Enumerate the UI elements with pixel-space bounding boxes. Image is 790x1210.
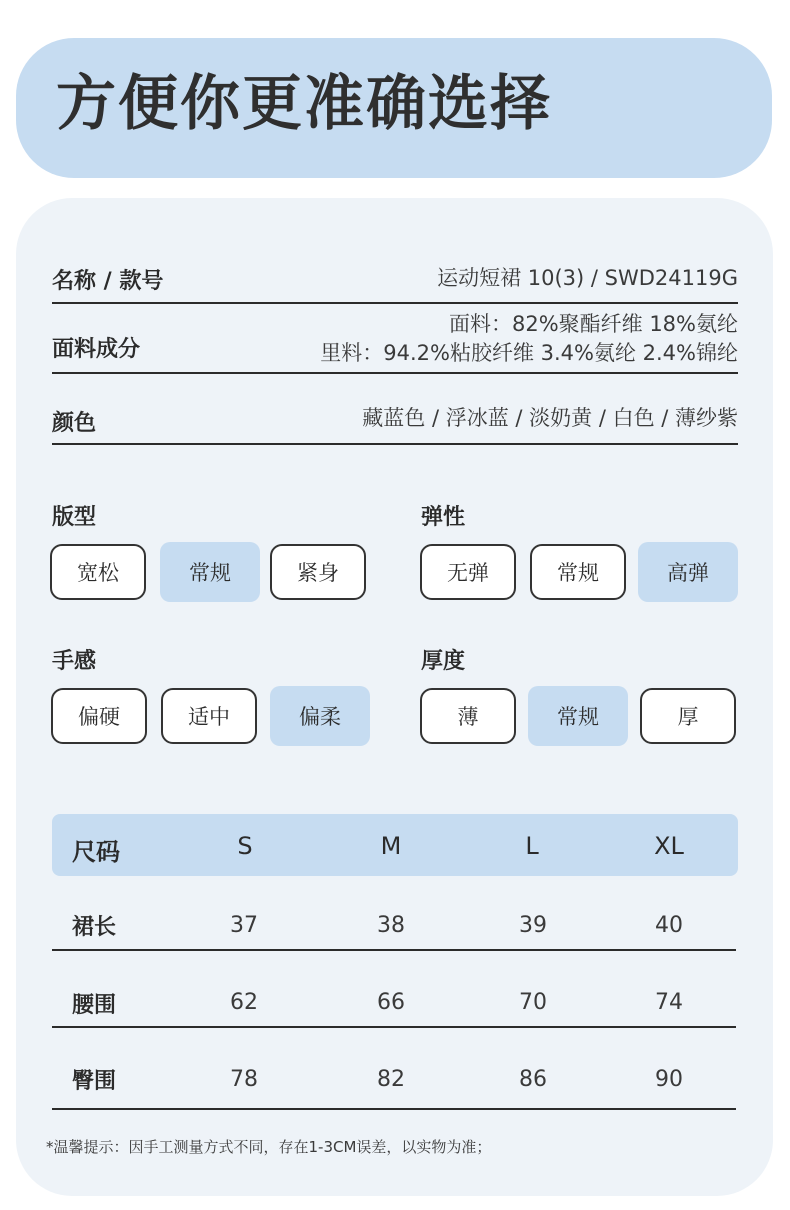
size-header-l: L [525,832,539,860]
fit-option-loose[interactable]: 宽松 [50,544,146,600]
name-label: 名称 / 款号 [52,269,164,294]
feel-option-soft[interactable]: 偏柔 [270,686,370,746]
fabric-label: 面料成分 [52,337,141,362]
row-label-hip: 臀围 [72,1069,117,1094]
table-row [52,1050,736,1110]
size-header-xl: XL [654,832,684,860]
color-value: 藏蓝色 / 浮冰蓝 / 淡奶黄 / 白色 / 薄纱紫 [362,406,738,430]
elasticity-title: 弹性 [421,505,466,530]
elasticity-option-high[interactable]: 高弹 [638,542,738,602]
fabric-lining-line: 里料：94.2%粘胶纤维 3.4%氨纶 2.4%锦纶 [320,341,738,365]
info-row-color [52,398,738,445]
table-cell: 38 [377,913,405,938]
color-label: 颜色 [52,411,97,436]
thickness-option-regular[interactable]: 常规 [528,686,628,746]
page-title: 方便你更准确选择 [56,69,552,139]
feel-option-medium[interactable]: 适中 [161,688,257,744]
table-cell: 66 [377,990,405,1015]
table-row [52,896,736,951]
thickness-option-thin[interactable]: 薄 [420,688,516,744]
table-cell: 40 [655,913,683,938]
fit-title: 版型 [52,505,97,530]
thickness-option-thick[interactable]: 厚 [640,688,736,744]
info-row-fabric [52,308,738,374]
table-cell: 62 [230,990,258,1015]
table-row [52,974,736,1028]
size-header-label: 尺码 [72,838,120,866]
row-label-length: 裙长 [72,915,117,940]
fabric-value [320,310,738,368]
row-label-waist: 腰围 [72,993,117,1018]
table-cell: 82 [377,1067,405,1092]
feel-option-firm[interactable]: 偏硬 [51,688,147,744]
table-cell: 86 [519,1067,547,1092]
elasticity-option-none[interactable]: 无弹 [420,544,516,600]
table-cell: 37 [230,913,258,938]
fabric-outer-line: 面料：82%聚酯纤维 18%氨纶 [448,312,738,336]
feel-title: 手感 [52,649,97,674]
table-cell: 39 [519,913,547,938]
table-cell: 90 [655,1067,683,1092]
thickness-title: 厚度 [421,649,466,674]
fit-option-regular[interactable]: 常规 [160,542,260,602]
size-table-header [52,814,738,876]
table-cell: 78 [230,1067,258,1092]
measurement-note: *温馨提示：因手工测量方式不同，存在1-3CM误差，以实物为准； [46,1138,492,1156]
size-header-m: M [380,832,402,860]
table-cell: 70 [519,990,547,1015]
size-header-s: S [237,832,253,860]
info-row-name [52,256,738,304]
elasticity-option-regular[interactable]: 常规 [530,544,626,600]
name-value: 运动短裙 10(3) / SWD24119G [437,266,738,290]
table-cell: 74 [655,990,683,1015]
fit-option-slim[interactable]: 紧身 [270,544,366,600]
